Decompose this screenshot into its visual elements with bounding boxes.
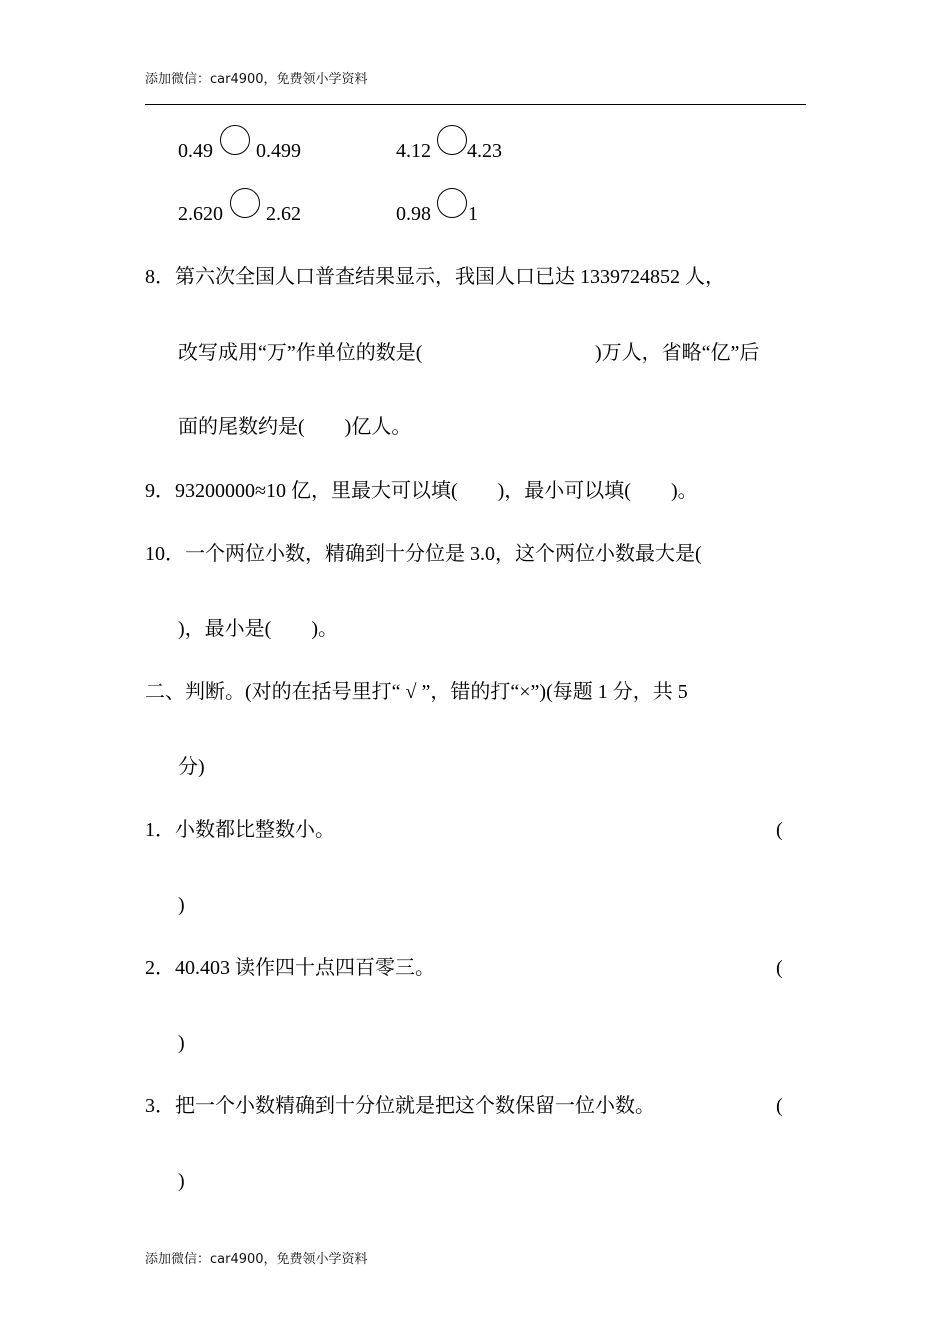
q8-line2-b: )万人，省略“亿”后 bbox=[595, 342, 760, 364]
page-footer: 添加微信：car4900，免费领小学资料 bbox=[145, 1252, 368, 1267]
page-header: 添加微信：car4900，免费领小学资料 bbox=[145, 72, 368, 87]
compare-right-2: 4.23 bbox=[467, 140, 502, 162]
judge-item-1: 1．小数都比整数小。 bbox=[145, 819, 335, 841]
q10-line1: 10．一个两位小数，精确到十分位是 3.0，这个两位小数最大是( bbox=[145, 543, 702, 565]
q8-line1: 8．第六次全国人口普查结果显示，我国人口已达 1339724852 人， bbox=[145, 266, 725, 288]
compare-circle-4[interactable] bbox=[437, 188, 467, 218]
compare-circle-2[interactable] bbox=[437, 125, 467, 155]
judge-3-open-paren: ( bbox=[776, 1095, 783, 1117]
judge-2-close-paren: ) bbox=[178, 1032, 185, 1054]
compare-circle-3[interactable] bbox=[230, 188, 260, 218]
judge-2-open-paren: ( bbox=[776, 957, 783, 979]
header-rule bbox=[145, 104, 806, 105]
q8-line2-a: 改写成用“万”作单位的数是( bbox=[178, 342, 423, 364]
section2-heading: 二、判断。(对的在括号里打“ √ ”，错的打“×”)(每题 1 分，共 5 bbox=[145, 681, 688, 703]
compare-left-4: 0.98 bbox=[396, 203, 431, 225]
q10-line2: )，最小是( )。 bbox=[178, 618, 338, 640]
compare-left-2: 4.12 bbox=[396, 140, 431, 162]
section2-heading-cont: 分) bbox=[178, 756, 205, 778]
judge-1-close-paren: ) bbox=[178, 894, 185, 916]
compare-left-1: 0.49 bbox=[178, 140, 213, 162]
compare-circle-1[interactable] bbox=[220, 125, 250, 155]
compare-right-4: 1 bbox=[468, 203, 478, 225]
compare-left-3: 2.620 bbox=[178, 203, 223, 225]
q9-line: 9．93200000≈10 亿，里最大可以填( )，最小可以填( )。 bbox=[145, 480, 698, 502]
judge-1-open-paren: ( bbox=[776, 819, 783, 841]
q8-line3: 面的尾数约是( )亿人。 bbox=[178, 416, 412, 438]
judge-3-close-paren: ) bbox=[178, 1170, 185, 1192]
compare-right-3: 2.62 bbox=[266, 203, 301, 225]
compare-right-1: 0.499 bbox=[256, 140, 301, 162]
judge-item-3: 3．把一个小数精确到十分位就是把这个数保留一位小数。 bbox=[145, 1095, 655, 1117]
judge-item-2: 2．40.403 读作四十点四百零三。 bbox=[145, 957, 435, 979]
